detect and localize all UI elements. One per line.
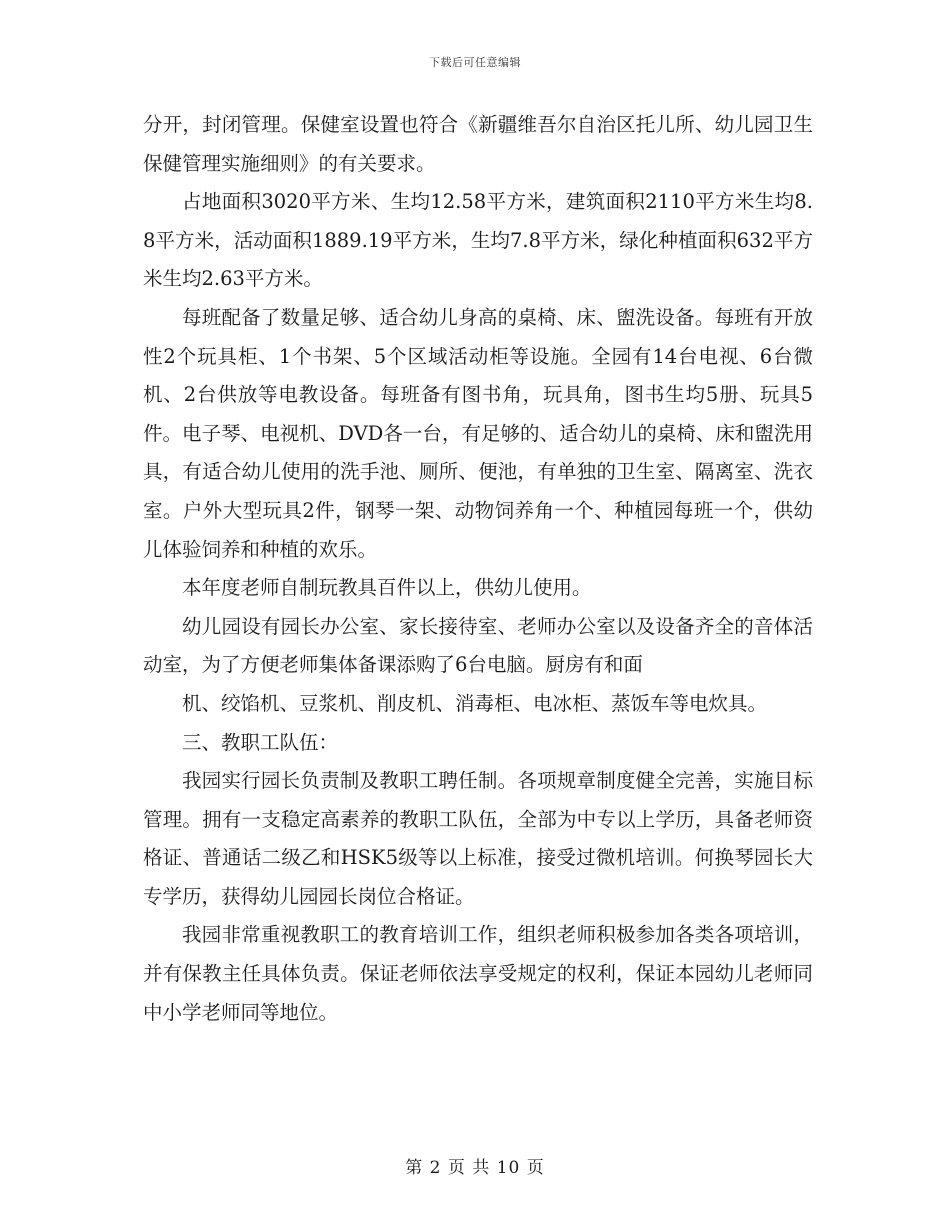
paragraph-2: 占地面积3020平方米、生均12.58平方米，建筑面积2110平方米生均8.8平方米，活动面积1889.19平方米，生均7.8平方米，绿化种植面积632平方米生均2.63平方米。	[143, 190, 813, 291]
footer-page-number: 2	[429, 1158, 442, 1178]
footer-total-pages: 10	[496, 1158, 521, 1178]
page-footer	[0, 1153, 950, 1178]
footer-prefix: 第	[405, 1158, 424, 1178]
section-heading: 三、教职工队伍：	[182, 730, 339, 754]
footer-suffix: 页	[526, 1158, 545, 1178]
paragraph-1: 分开，封闭管理。保健室设置也符合《新疆维吾尔自治区托儿所、幼儿园卫生保健管理实施细则》的有关要求。	[143, 113, 813, 175]
paragraph-5: 幼儿园设有园长办公室、家长接待室、老师办公室以及设备齐全的音体活动室，为了方便老师集体备课添购了6台电脑。厨房有和面	[143, 614, 813, 677]
paragraph-6: 机、绞馅机、豆浆机、削皮机、消毒柜、电冰柜、蒸饭车等电炊具。	[182, 691, 768, 715]
paragraph-3: 每班配备了数量足够、适合幼儿身高的桌椅、床、盥洗设备。每班有开放性2个玩具柜、1个书架、5个区域活动柜等设施。全园有14台电视、6台微机、2台供放等电教设备。每班备有图书角，玩具角，图书生均5册、玩具5件。电子琴、电视机、DVD各一台，有足够的、适合幼儿的桌椅、床和盥洗用具，有适合幼儿使用的洗手池、厕所、便池，有单独的卫生室、隔离室、洗衣室。户外大型玩具2件，钢琴一架、动物饲养角一个、种植园每班一个，供幼儿体验饲养和种植的欢乐。	[143, 305, 813, 561]
document-body	[143, 106, 813, 1032]
paragraph-7: 我园实行园长负责制及教职工聘任制。各项规章制度健全完善，实施目标管理。拥有一支稳定高素养的教职工队伍，全部为中专以上学历，具备老师资格证、普通话二级乙和HSK5级等以上标准，接受过微机培训。何换琴园长大专学历，获得幼儿园园长岗位合格证。	[143, 769, 813, 908]
paragraph-8: 我园非常重视教职工的教育培训工作，组织老师积极参加各类各项培训，并有保教主任具体负责。保证老师依法享受规定的权利，保证本园幼儿老师同中小学老师同等地位。	[143, 923, 813, 1024]
footer-middle: 页 共	[447, 1158, 491, 1178]
paragraph-4: 本年度老师自制玩教具百件以上，供幼儿使用。	[182, 576, 592, 600]
page-header: 下载后可任意编辑	[429, 56, 521, 69]
